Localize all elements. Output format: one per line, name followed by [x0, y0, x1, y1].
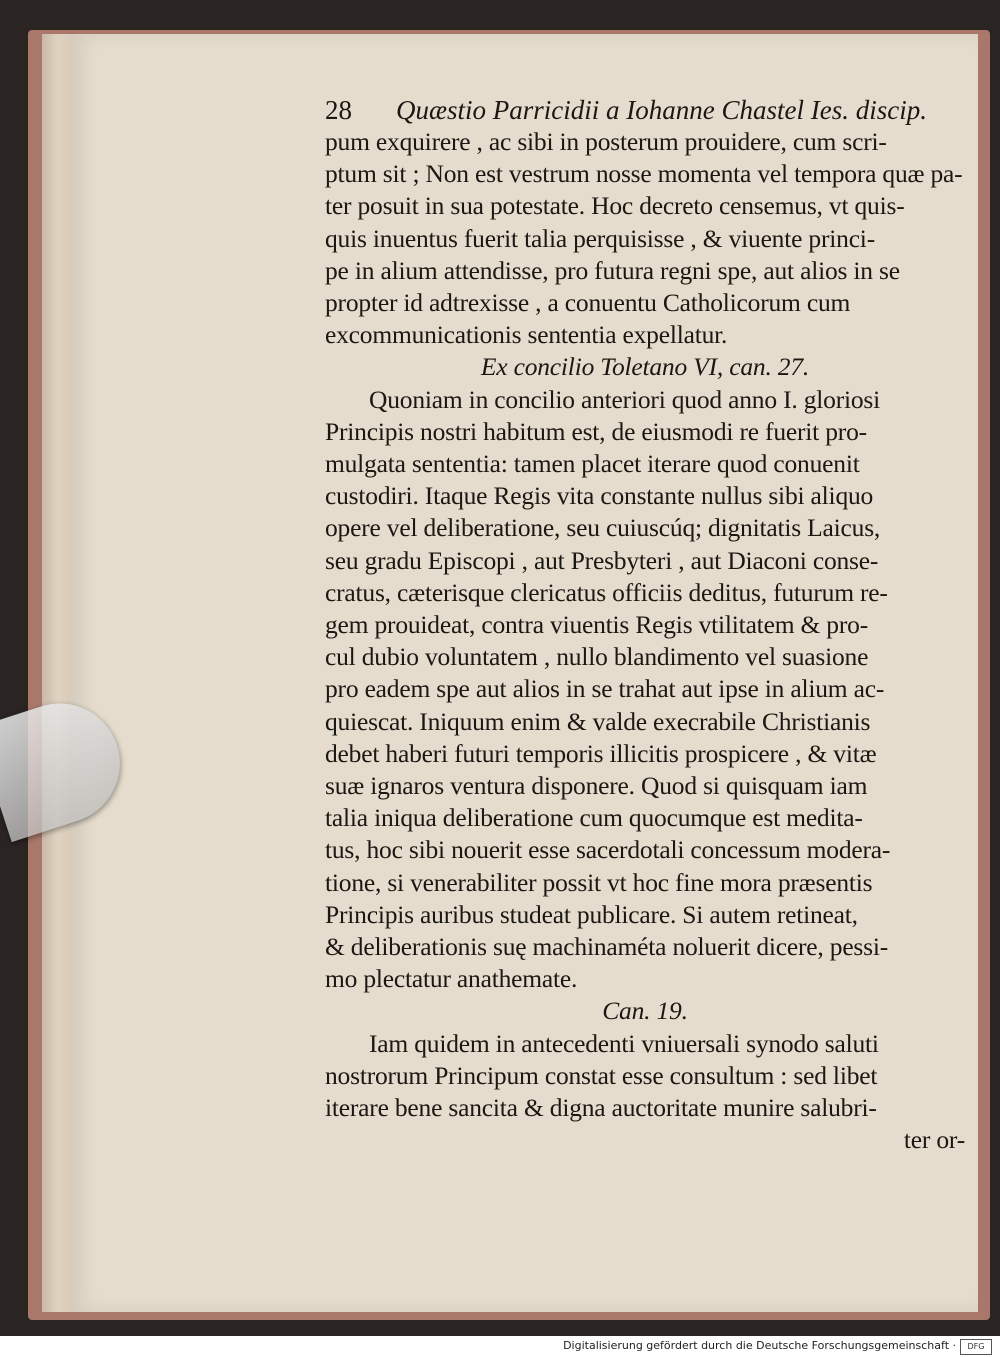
text-line: tione, si venerabiliter possit vt hoc fine mora præsentis [325, 867, 873, 897]
text-line: ter posuit in sua potestate. Hoc decreto censemus, vt quis- [325, 191, 905, 221]
text-line: custodiri. Itaque Regis vita constante nullus sibi aliquo [325, 481, 874, 511]
dfg-logo: DFG [960, 1339, 992, 1355]
text-line: nostrorum Principum constat esse consultum : sed libet [325, 1060, 878, 1090]
text-line: Principis auribus studeat publicare. Si autem retineat, [325, 899, 858, 929]
text-line: cratus, cæterisque clericatus officiis deditus, futurum re- [325, 577, 888, 607]
text-line: mo plectatur anathemate. [325, 964, 578, 994]
text-line: suæ ignaros ventura disponere. Quod si quisquam iam [325, 771, 868, 801]
text-line: tus, hoc sibi nouerit esse sacerdotali concessum modera- [325, 835, 891, 865]
text-line: ptum sit ; Non est vestrum nosse momenta vel tempora quæ pa- [325, 159, 963, 189]
text-line: gem prouideat, contra viuentis Regis vtilitatem & pro- [325, 610, 868, 640]
running-title: Quæstio Parricidii a Iohanne Chastel Ies. discip. [396, 95, 927, 125]
text-line: pro eadem spe aut alios in se trahat aut ipse in alium ac- [325, 674, 885, 704]
text-line: debet haberi futuri temporis illicitis prospicere , & vitæ [325, 738, 877, 768]
text-line: pum exquirere , ac sibi in posterum prouidere, cum scri- [325, 127, 887, 156]
text-line: mulgata sententia: tamen placet iterare quod conuenit [325, 449, 860, 479]
text-line: quis inuentus fuerit talia perquisisse , & viuente princi- [325, 223, 875, 253]
section-heading: Can. 19. [602, 996, 688, 1026]
text-line: cul dubio voluntatem , nullo blandimento vel suasione [325, 642, 869, 672]
running-header [325, 94, 965, 126]
footer-bar [0, 1336, 1000, 1357]
text-line: pe in alium attendisse, pro futura regni spe, aut alios in se [325, 255, 900, 285]
text-line: Iam quidem in antecedenti vniuersali synodo saluti [369, 1028, 879, 1058]
text-line: propter id adtrexisse , a conuentu Catholicorum cum [325, 288, 851, 318]
text-line: opere vel deliberatione, seu cuiuscúq; dignitatis Laicus, [325, 513, 881, 543]
text-line: seu gradu Episcopi , aut Presbyteri , aut Diaconi conse- [325, 545, 879, 575]
page-number: 28 [325, 95, 352, 125]
text-line: & deliberationis suę machinaméta noluerit dicere, pessi- [325, 932, 889, 962]
text-line: talia iniqua deliberatione cum quocumque est medita- [325, 803, 863, 833]
text-line: iterare bene sancita & digna auctoritate munire salubri- [325, 1093, 877, 1123]
section-heading: Ex concilio Toletano VI, can. 27. [480, 352, 810, 382]
text-line: Quoniam in concilio anteriori quod anno I. gloriosi [369, 384, 881, 414]
text-line: Principis nostri habitum est, de eiusmodi re fuerit pro- [325, 416, 867, 446]
catchword: ter or- [903, 1125, 965, 1155]
funding-credit: Digitalisierung gefördert durch die Deutsche Forschungsgemeinschaft · [563, 1339, 956, 1352]
page-text [325, 94, 965, 1157]
text-line: excommunicationis sententia expellatur. [325, 320, 728, 350]
text-line: quiescat. Iniquum enim & valde execrabile Christianis [325, 706, 871, 736]
